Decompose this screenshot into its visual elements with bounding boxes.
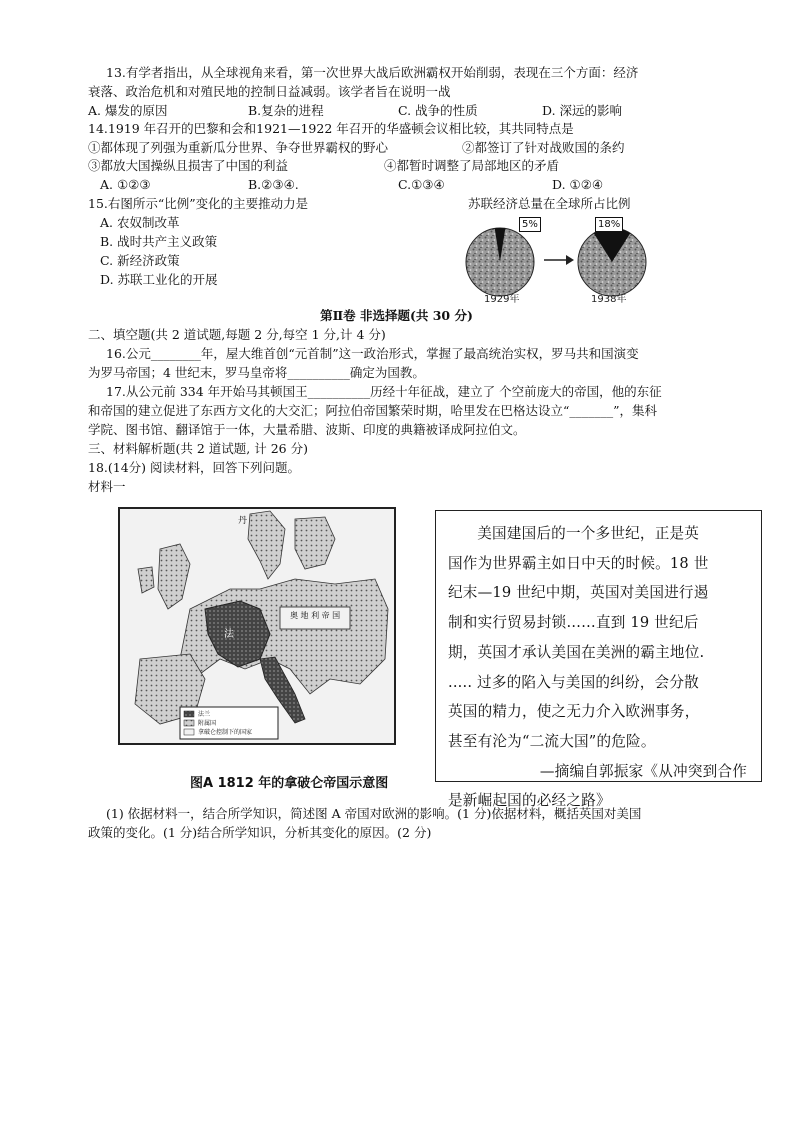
q18-sub1-line2: 政策的变化。(1 分)结合所学知识，分析其变化的原因。(2 分): [88, 825, 432, 840]
q15-option-a: A. 农奴制改革: [100, 215, 180, 230]
q13-option-b: B.复杂的进程: [248, 103, 324, 118]
q16-line1: 16.公元________年，屋大维首创“元首制”这一政治形式，掌握了最高统治实权，罗马共和国演变: [106, 346, 639, 361]
q14-option-c: C.①③④: [398, 177, 445, 192]
pie-1929-year-label: 1929年: [484, 294, 520, 305]
material-one-label: 材料一: [88, 479, 126, 494]
q14-choice-3: ③都放大国操纵且损害了中国的利益: [88, 158, 289, 173]
quote-source-2: 是新崛起国的必经之路》: [448, 792, 611, 810]
map-graphic: [120, 509, 394, 743]
pie-1929-value-label: 5%: [519, 217, 541, 232]
q15-option-d: D. 苏联工业化的开展: [100, 272, 218, 287]
map-caption: 图A 1812 年的拿破仑帝国示意图: [190, 776, 389, 791]
q18-sub1-line1: (1) 依据材料一，结合所学知识，简述图 A 帝国对欧洲的影响。(1 分)依据材料，概括英国对美国: [106, 806, 642, 821]
fill-in-heading: 二、填空题(共 2 道试题,每题 2 分,每空 1 分,计 4 分): [88, 327, 386, 342]
q17-line1: 17.从公元前 334 年开始马其顿国王__________历经十年征战，建立了 个空前庞大的帝国，他的东征: [106, 384, 662, 399]
map-label-north: 丹: [238, 516, 248, 526]
q13-option-a: A. 爆发的原因: [88, 103, 168, 118]
pie-1938-value-label: 18%: [595, 217, 623, 232]
q16-line2: 为罗马帝国；4 世纪末，罗马皇帝将__________确定为国教。: [88, 365, 425, 380]
q14-option-b: B.②③④.: [248, 177, 299, 192]
quote-line-5: 期，英国才承认美国在美洲的霸主地位.: [448, 643, 705, 661]
q15-option-b: B. 战时共产主义政策: [100, 234, 218, 249]
q18-stem: 18.(14分) 阅读材料，回答下列问题。: [88, 460, 301, 475]
quote-line-7: 英国的精力，使之无力介入欧洲事务，: [448, 703, 700, 721]
napoleon-empire-map: [118, 507, 396, 745]
q15-chart-title: 苏联经济总量在全球所占比例: [468, 196, 631, 211]
quote-line-8: 甚至有沦为“二流大国”的危险。: [448, 732, 656, 750]
quote-source-1: —摘编自郭振家《从冲突到合作: [539, 762, 747, 780]
q14-option-a: A. ①②③: [100, 177, 151, 192]
map-legend-1: 法兰: [198, 711, 211, 718]
quote-line-1: 美国建国后的一个多世纪，正是英: [477, 525, 700, 542]
q13-option-c: C. 战争的性质: [398, 103, 478, 118]
q13-stem-line2: 衰落、政治危机和对殖民地的控制日益减弱。该学者旨在说明一战: [88, 84, 451, 99]
arrow-icon: [544, 255, 574, 265]
q13-stem-line1: 13.有学者指出，从全球视角来看，第一次世界大战后欧洲霸权开始削弱，表现在三个方面：经济: [106, 65, 639, 80]
q14-choice-2: ②都签订了针对战败国的条约: [462, 140, 625, 155]
quote-line-3: 纪末—19 世纪中期，英国对美国进行遏: [448, 584, 709, 602]
q15-option-c: C. 新经济政策: [100, 253, 180, 268]
q14-choice-4: ④都暂时调整了局部地区的矛盾: [384, 158, 560, 173]
q17-line3: 学院、图书馆、翻译馆于一体，大量希腊、波斯、印度的典籍被译成阿拉伯文。: [88, 422, 526, 437]
q15-stem: 15.右图所示“比例”变化的主要推动力是: [88, 196, 309, 211]
q14-stem: 14.1919 年召开的巴黎和会和1921—1922 年召开的华盛顿会议相比较，其共同特点是: [88, 121, 574, 136]
pie-1938-year-label: 1938年: [591, 294, 627, 305]
quote-line-2: 国作为世界霸主如日中天的时候。18 世: [448, 554, 709, 572]
q13-option-d: D. 深远的影响: [542, 103, 623, 118]
q14-choice-1: ①都体现了列强为重新瓜分世界、争夺世界霸权的野心: [88, 140, 389, 155]
map-label-austria: 奥 地 利 帝 国: [290, 611, 341, 620]
q14-option-d: D. ①②④: [552, 177, 604, 192]
part2-heading: 第Ⅱ卷 非选择题(共 30 分): [320, 308, 473, 323]
material-quote-box: [435, 510, 762, 810]
map-legend-2: 附属国: [198, 720, 217, 727]
map-legend-3: 拿破仑控制下的国家: [198, 729, 253, 736]
quote-line-4: 制和实行贸易封锁……直到 19 世纪后: [448, 614, 699, 632]
q17-line2: 和帝国的建立促进了东西方文化的大交汇；阿拉伯帝国繁荣时期，哈里发在巴格达设立“_______”，集科: [88, 403, 658, 418]
quote-line-6: ..... 过多的陷入与美国的纠纷，会分散: [448, 673, 699, 691]
map-label-france: 法: [224, 629, 234, 640]
analysis-heading: 三、材料解析题(共 2 道试题, 计 26 分): [88, 441, 308, 456]
